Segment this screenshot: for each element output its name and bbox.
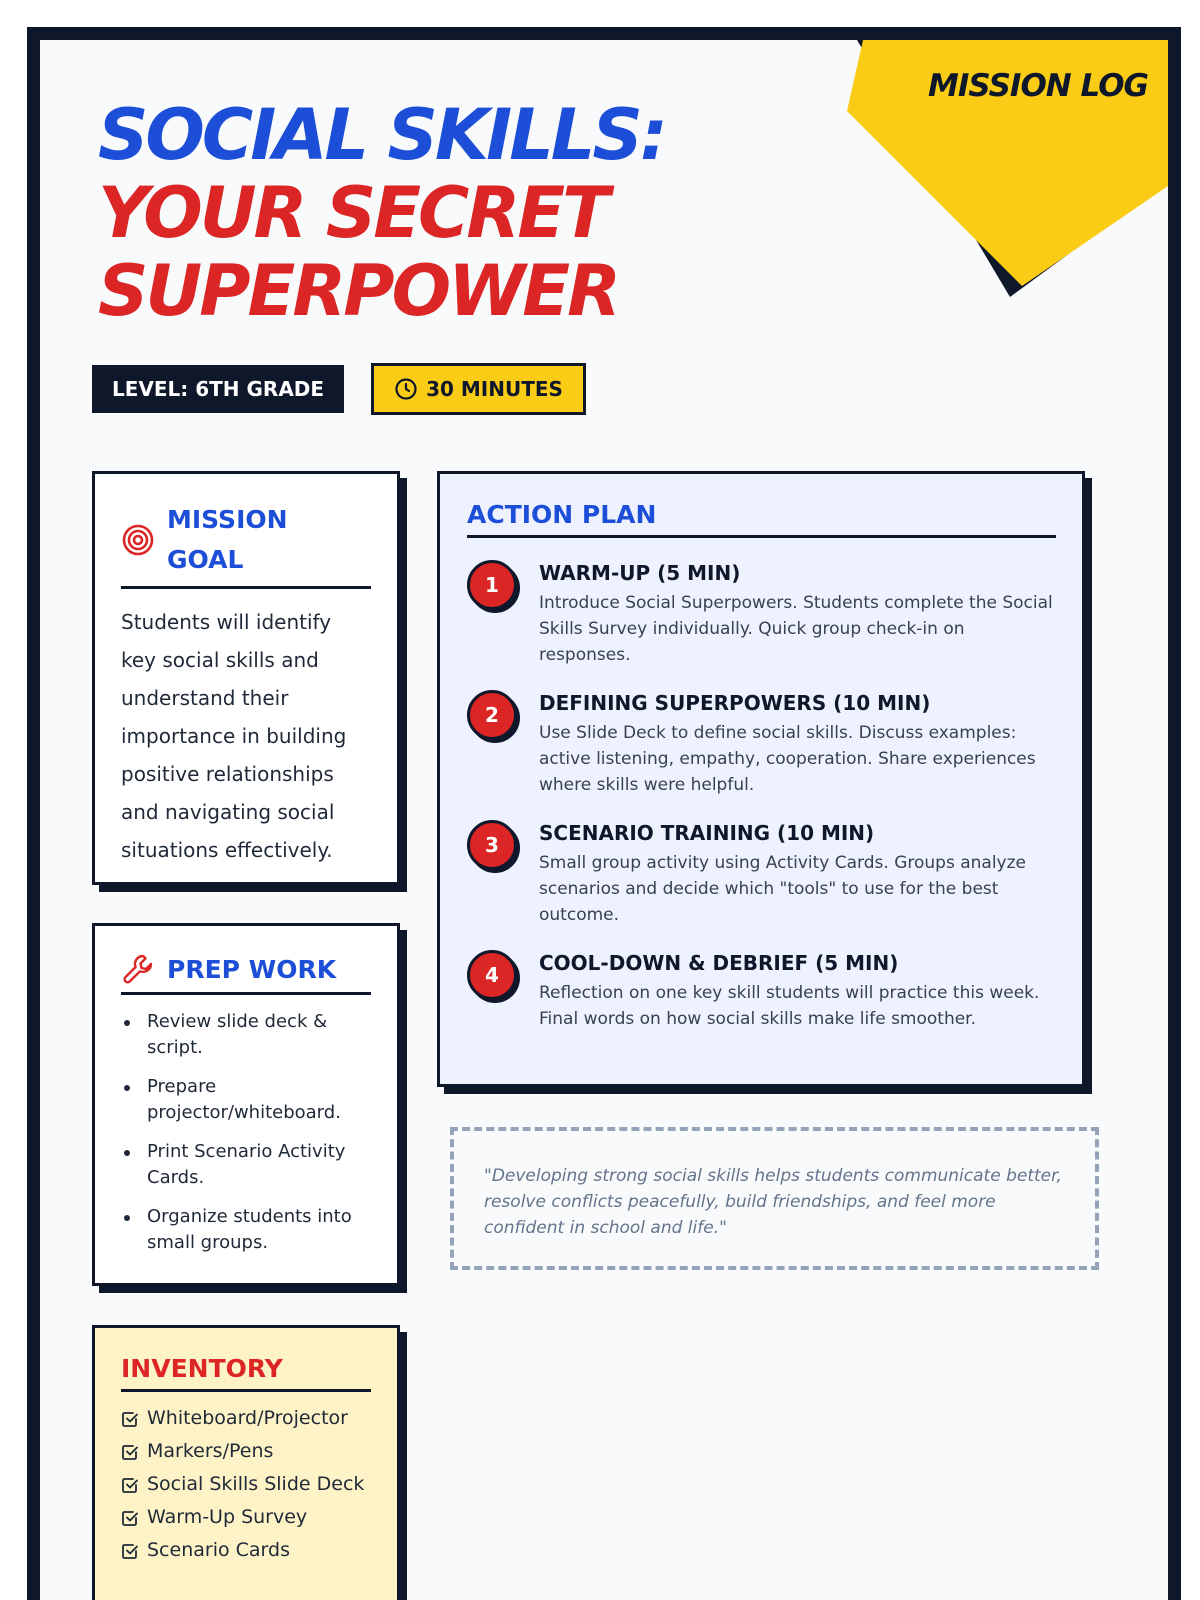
list-item [121, 1534, 371, 1567]
step-number-badge: 2 [467, 690, 517, 740]
mission-goal-card [92, 471, 400, 885]
checkbox-icon [121, 1542, 139, 1560]
step-number-badge: 1 [467, 560, 517, 610]
list-item [121, 1402, 371, 1435]
mission-goal-heading [121, 500, 371, 589]
checkbox-icon [121, 1476, 139, 1494]
time-badge [371, 363, 586, 415]
step-body [539, 820, 1056, 928]
step-body [539, 560, 1056, 668]
corner-banner [788, 40, 1168, 420]
action-step [467, 690, 1056, 798]
time-badge-label: 30 MINUTES [426, 377, 563, 401]
list-item [121, 1435, 371, 1468]
list-item: Prepare projector/whiteboard. [121, 1074, 371, 1126]
prep-work-heading [121, 952, 371, 995]
checkbox-icon [121, 1410, 139, 1428]
inventory-heading: INVENTORY [121, 1354, 371, 1392]
target-icon [121, 523, 155, 557]
prep-work-list [121, 1009, 371, 1256]
title-line-1: SOCIAL SKILLS: [98, 94, 665, 176]
title-line-3: SUPERPOWER [98, 250, 619, 332]
checkbox-icon [121, 1509, 139, 1527]
step-description: Use Slide Deck to define social skills. Discuss examples: active listening, empathy, cooperation. Share experiences where skills were helpful. [539, 723, 1036, 795]
corner-banner-label: MISSION LOG [927, 68, 1148, 104]
inventory-card [92, 1325, 400, 1600]
title-line-2: YOUR SECRET [98, 172, 607, 254]
list-item [121, 1468, 371, 1501]
list-item: Review slide deck & script. [121, 1009, 371, 1061]
step-title: COOL-DOWN & DEBRIEF (5 MIN) [539, 951, 899, 975]
level-badge: LEVEL: 6TH GRADE [92, 365, 344, 413]
action-step [467, 950, 1056, 1032]
step-description: Reflection on one key skill students will practice this week. Final words on how social skills make life smoother. [539, 983, 1040, 1029]
action-plan-card [437, 471, 1085, 1087]
inventory-item-label: Warm-Up Survey [147, 1506, 308, 1528]
list-item: Organize students into small groups. [121, 1204, 371, 1256]
step-body [539, 950, 1056, 1032]
step-body [539, 690, 1056, 798]
inventory-item-label: Scenario Cards [147, 1539, 290, 1561]
step-number-badge: 3 [467, 820, 517, 870]
step-number-badge: 4 [467, 950, 517, 1000]
badge-row [92, 365, 586, 415]
mission-goal-title: MISSION GOAL [167, 505, 288, 574]
clock-icon [394, 377, 418, 401]
mission-log-sheet [27, 27, 1181, 1600]
page-title [98, 96, 665, 330]
step-description: Introduce Social Superpowers. Students complete the Social Skills Survey individually. Quick group check-in on responses. [539, 593, 1053, 665]
step-description: Small group activity using Activity Cards. Groups analyze scenarios and decide which "tools" to use for the best outcome. [539, 853, 1026, 925]
list-item [121, 1501, 371, 1534]
action-plan-heading: ACTION PLAN [467, 500, 1056, 538]
list-item: Print Scenario Activity Cards. [121, 1139, 371, 1191]
mission-goal-body: Students will identify key social skills and understand their importance in building positive relationships and navigating social situations effectively. [121, 610, 347, 862]
prep-work-title: PREP WORK [167, 954, 337, 984]
action-step [467, 560, 1056, 668]
step-title: SCENARIO TRAINING (10 MIN) [539, 821, 875, 845]
checkbox-icon [121, 1443, 139, 1461]
quote-box: "Developing strong social skills helps students communicate better, resolve conflicts peacefully, build friendships, and feel more confident in school and life." [450, 1127, 1099, 1270]
wrench-icon [121, 952, 155, 986]
action-step [467, 820, 1056, 928]
inventory-item-label: Markers/Pens [147, 1440, 274, 1462]
inventory-item-label: Whiteboard/Projector [147, 1407, 348, 1429]
prep-work-card [92, 923, 400, 1286]
step-title: WARM-UP (5 MIN) [539, 561, 741, 585]
inventory-list [121, 1402, 371, 1567]
step-title: DEFINING SUPERPOWERS (10 MIN) [539, 691, 931, 715]
inventory-item-label: Social Skills Slide Deck [147, 1473, 365, 1495]
